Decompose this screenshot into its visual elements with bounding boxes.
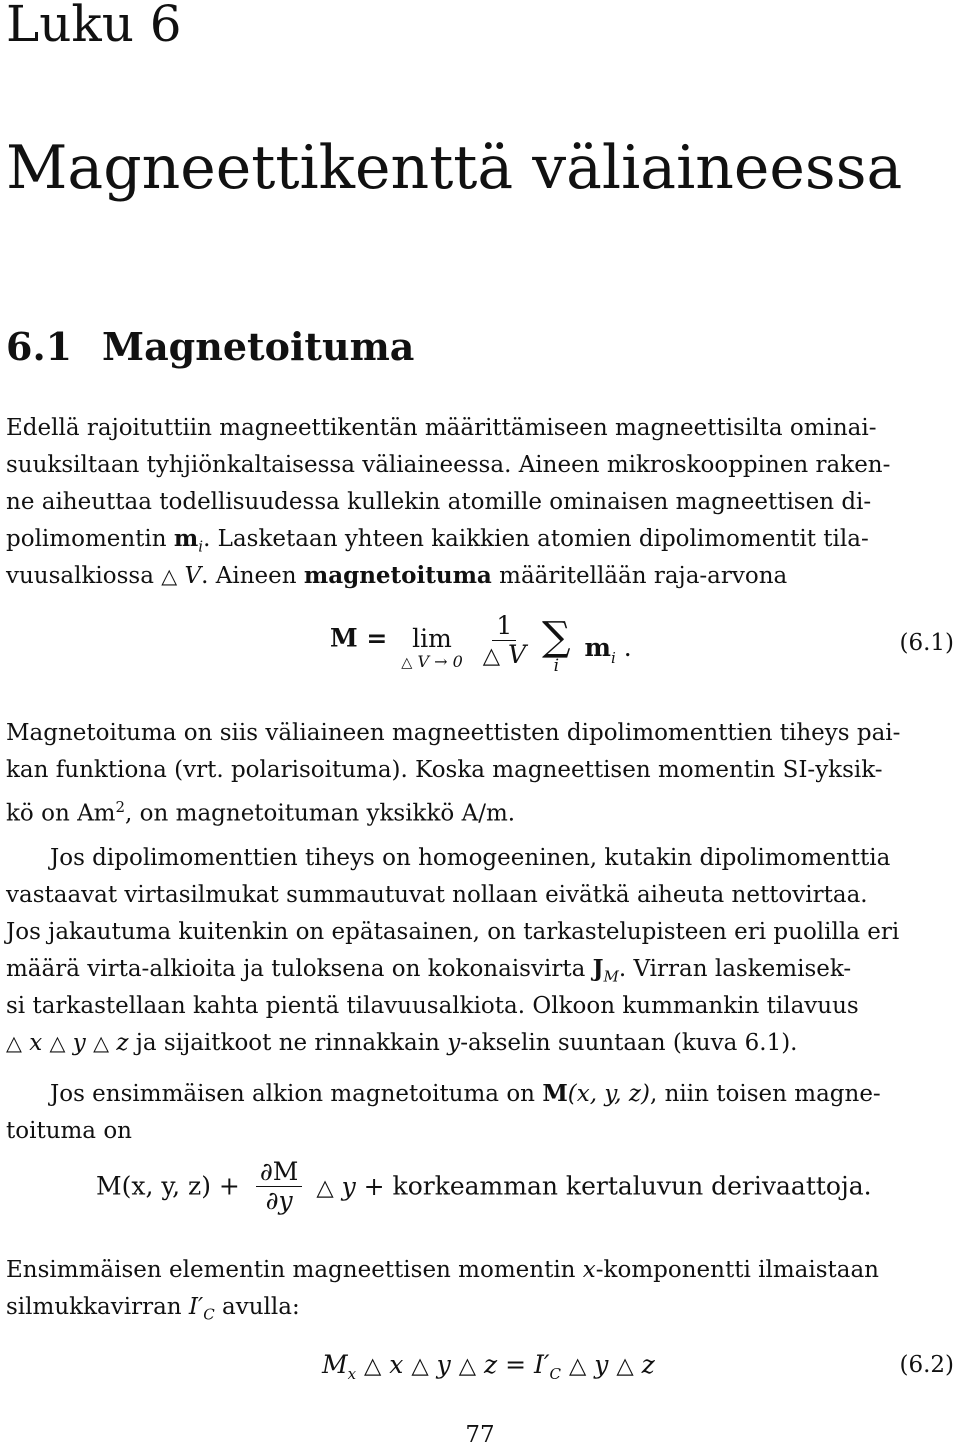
section-title: Magnetoituma [102,324,415,369]
paragraph-line: Ensimmäisen elementin magneettisen momentin x-komponentti ilmaistaan [6,1257,879,1283]
paragraph-line: Jos dipolimomenttien tiheys on homogeeninen, kutakin dipolimomenttia [50,845,891,871]
paragraph-line: määrä virta-alkioita ja tuloksena on kokonaisvirta $J_M$. Virran laskemisek- [6,955,852,986]
equation-number: (6.2) [899,1352,954,1378]
current-symbol: J [592,955,604,982]
paragraph-line: toituma on [6,1118,132,1144]
paragraph-line: Jos jakautuma kuitenkin on epätasainen, on tarkastelupisteen eri puolilla eri [6,919,900,945]
paragraph-line: Jos ensimmäisen alkion magnetoituma on M(x, y, z), niin toisen magne- [50,1080,881,1107]
paragraph-line: silmukkavirran $I'_C$ avulla: [6,1294,300,1324]
paragraph-line: Edellä rajoituttiin magneettikentän määrittämiseen magneettisilta ominai- [6,415,877,441]
chapter-label: Luku 6 [6,0,182,53]
paragraph-line: ne aiheuttaa todellisuudessa kullekin atomille ominaisen magneettisen di- [6,489,872,515]
section-number: 6.1 [6,324,73,369]
paragraph-line: △ x △ y △ z ja sijaitkoot ne rinnakkain y-akselin suuntaan (kuva 6.1). [6,1030,798,1056]
equation-taylor: M(x, y, z) + $\frac{\partial M}{\partial y}$ △ y + korkeamman kertaluvun derivaattoja. [96,1157,872,1215]
paragraph-line: polimomentin $m_i$. Lasketaan yhteen kaikkien atomien dipolimomentit tila- [6,525,869,556]
page-number: 77 [465,1422,495,1448]
chapter-title: Magneettikenttä väliaineessa [6,133,903,203]
paragraph-line: Magnetoituma on siis väliaineen magneettisten dipolimomenttien tiheys pai- [6,720,901,746]
term-magnetoituma: magnetoituma [303,562,492,589]
equation-number: (6.1) [899,630,954,656]
paragraph-line: kö on Am$^2$, on magnetoituman yksikkö A/m. [6,798,516,827]
equation-6-1: M = lim △ V → 0 $\frac{1}{\triangle V}$ ∑ i $m_i$ . [330,611,632,676]
paragraph-line: kan funktiona (vrt. polarisoituma). Koska magneettisen momentin SI-yksik- [6,757,883,783]
dipole-moment-symbol: m [173,525,199,552]
delta-triangle-icon: △ [161,564,178,588]
paragraph-line: vastaavat virtasilmukat summautuvat nollaan eivätkä aiheuta nettovirtaa. [6,882,868,908]
equation-6-2: $M_x$ △ x △ y △ $z = I'_C$ △ y △ z [322,1350,655,1383]
paragraph-line: suuksiltaan tyhjiönkaltaisessa väliaineessa. Aineen mikroskooppinen raken- [6,452,891,478]
paragraph-line: si tarkastellaan kahta pientä tilavuusalkiota. Olkoon kummankin tilavuus [6,993,859,1019]
paragraph-line: vuusalkiossa △ V. Aineen magnetoituma määritellään raja-arvona [6,558,787,594]
section-heading [6,322,414,372]
